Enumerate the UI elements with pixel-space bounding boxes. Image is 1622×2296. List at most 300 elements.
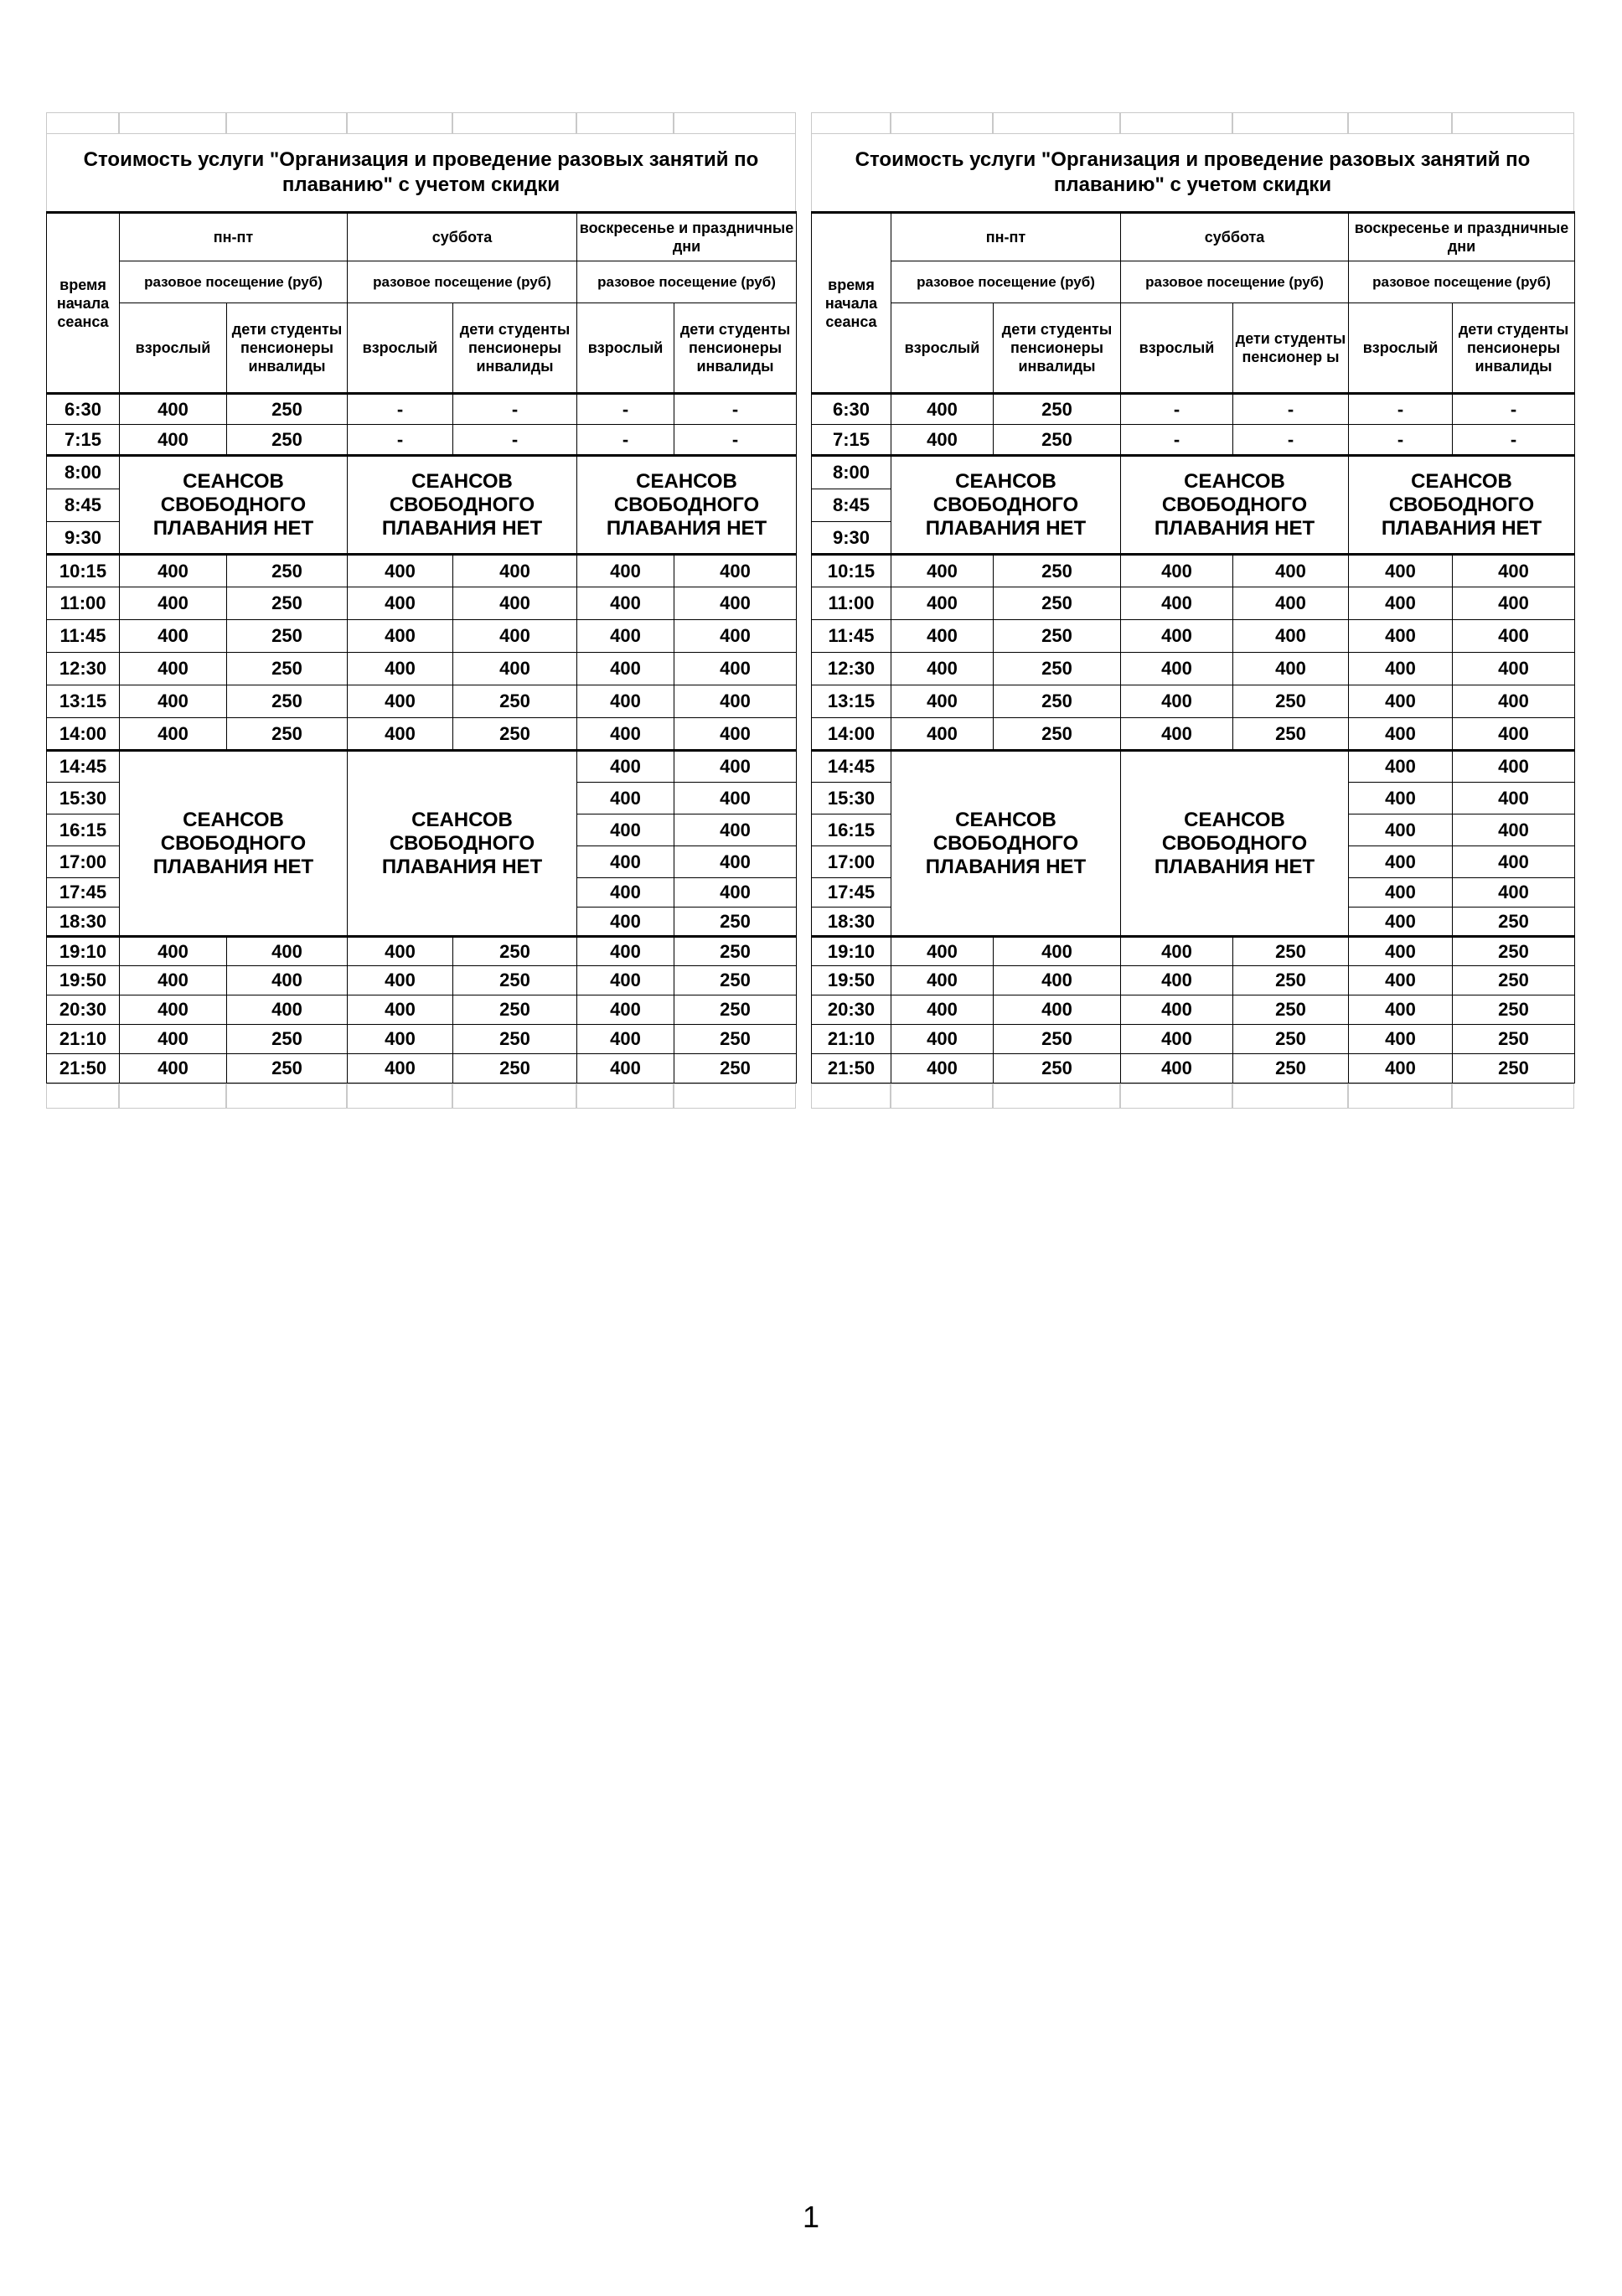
table-row <box>47 966 797 995</box>
price-cell: 400 <box>1233 653 1349 685</box>
price-cell: - <box>674 425 797 456</box>
price-cell: 400 <box>348 555 453 587</box>
table-row <box>812 995 1575 1025</box>
price-cell: 400 <box>577 620 674 653</box>
price-cell: 250 <box>994 555 1121 587</box>
table-row <box>812 718 1575 751</box>
price-cell: 250 <box>1453 966 1575 995</box>
visit-header: разовое посещение (руб) <box>891 261 1121 303</box>
time-header: время начала сеанса <box>812 213 891 394</box>
price-cell: 400 <box>1349 653 1453 685</box>
price-cell: 250 <box>994 685 1121 718</box>
price-cell: - <box>348 394 453 425</box>
price-cell: 250 <box>227 685 348 718</box>
price-cell: 400 <box>1121 653 1233 685</box>
price-cell: 400 <box>674 814 797 846</box>
price-cell: 400 <box>891 425 994 456</box>
price-cell: 400 <box>577 937 674 966</box>
price-cell: 250 <box>453 685 577 718</box>
price-cell: 400 <box>1121 620 1233 653</box>
no-sessions-note: СЕАНСОВ СВОБОДНОГО ПЛАВАНИЯ НЕТ <box>891 751 1121 937</box>
price-cell: - <box>577 425 674 456</box>
table-row <box>47 995 797 1025</box>
table-row <box>47 1025 797 1054</box>
session-time: 16:15 <box>47 814 120 846</box>
price-cell: 400 <box>120 394 227 425</box>
price-cell: 400 <box>1349 783 1453 814</box>
price-cell: 250 <box>674 995 797 1025</box>
table-row <box>47 394 797 425</box>
price-cell: 400 <box>1121 718 1233 751</box>
price-cell: 400 <box>674 783 797 814</box>
table-row <box>47 425 797 456</box>
table-row <box>47 620 797 653</box>
price-cell: 400 <box>994 937 1121 966</box>
session-time: 15:30 <box>47 783 120 814</box>
price-cell: 400 <box>891 1025 994 1054</box>
price-cell: 250 <box>227 653 348 685</box>
visit-header: разовое посещение (руб) <box>120 261 348 303</box>
adult-header: взрослый <box>348 303 453 394</box>
price-cell: - <box>1121 425 1233 456</box>
price-cell: 250 <box>453 937 577 966</box>
price-cell: 400 <box>120 966 227 995</box>
price-cell: 400 <box>674 751 797 783</box>
session-time: 17:45 <box>47 878 120 908</box>
reduced-header: дети студенты пенсионеры инвалиды <box>227 303 348 394</box>
price-cell: 400 <box>1121 1025 1233 1054</box>
price-cell: 400 <box>453 620 577 653</box>
price-cell: 400 <box>891 653 994 685</box>
price-cell: 400 <box>120 555 227 587</box>
session-time: 17:45 <box>812 878 891 908</box>
price-cell: 400 <box>577 685 674 718</box>
visit-header: разовое посещение (руб) <box>1121 261 1349 303</box>
price-cell: - <box>1349 425 1453 456</box>
price-cell: 400 <box>674 653 797 685</box>
no-sessions-note: СЕАНСОВ СВОБОДНОГО ПЛАВАНИЯ НЕТ <box>348 751 577 937</box>
price-cell: 250 <box>1233 966 1349 995</box>
price-cell: 250 <box>994 587 1121 620</box>
price-cell: 400 <box>1453 587 1575 620</box>
adult-header: взрослый <box>1349 303 1453 394</box>
price-cell: 400 <box>577 846 674 878</box>
session-time: 21:10 <box>47 1025 120 1054</box>
grid-strip-top <box>811 112 1575 134</box>
price-cell: 400 <box>1233 587 1349 620</box>
table-row <box>812 1054 1575 1083</box>
reduced-header: дети студенты пенсионер ы <box>1233 303 1349 394</box>
price-cell: 400 <box>577 1025 674 1054</box>
price-cell: 250 <box>674 966 797 995</box>
price-cell: 250 <box>674 908 797 937</box>
no-sessions-note: СЕАНСОВ СВОБОДНОГО ПЛАВАНИЯ НЕТ <box>1121 456 1349 555</box>
price-cell: 400 <box>348 587 453 620</box>
price-cell: 400 <box>1121 587 1233 620</box>
price-cell: 400 <box>891 685 994 718</box>
price-cell: 400 <box>994 966 1121 995</box>
price-cell: 400 <box>348 937 453 966</box>
price-cell: - <box>1233 425 1349 456</box>
session-time: 6:30 <box>812 394 891 425</box>
price-cell: 400 <box>1121 555 1233 587</box>
table-row <box>812 587 1575 620</box>
price-cell: 400 <box>453 653 577 685</box>
price-cell: 250 <box>1233 937 1349 966</box>
price-cell: 400 <box>120 995 227 1025</box>
price-cell: 400 <box>1349 995 1453 1025</box>
price-cell: 250 <box>227 718 348 751</box>
price-cell: 400 <box>120 1025 227 1054</box>
price-cell: - <box>453 394 577 425</box>
day-header-sunday: воскресенье и праздничные дни <box>577 213 797 261</box>
price-cell: 400 <box>120 587 227 620</box>
price-cell: 400 <box>1453 751 1575 783</box>
session-time: 8:45 <box>47 489 120 522</box>
price-cell: 400 <box>120 620 227 653</box>
session-time: 13:15 <box>47 685 120 718</box>
no-sessions-note: СЕАНСОВ СВОБОДНОГО ПЛАВАНИЯ НЕТ <box>120 751 348 937</box>
session-time: 6:30 <box>47 394 120 425</box>
session-time: 11:45 <box>812 620 891 653</box>
price-cell: 400 <box>1233 555 1349 587</box>
price-cell: 400 <box>577 1054 674 1083</box>
table-row <box>812 425 1575 456</box>
session-time: 21:10 <box>812 1025 891 1054</box>
price-cell: 250 <box>1453 937 1575 966</box>
grid-strip-bottom <box>46 1083 797 1109</box>
grid-strip-top <box>46 112 797 134</box>
price-cell: 400 <box>1453 783 1575 814</box>
price-cell: 250 <box>453 1054 577 1083</box>
session-time: 11:00 <box>812 587 891 620</box>
price-cell: 400 <box>891 620 994 653</box>
table-row <box>47 653 797 685</box>
price-cell: 400 <box>577 587 674 620</box>
no-sessions-note: СЕАНСОВ СВОБОДНОГО ПЛАВАНИЯ НЕТ <box>120 456 348 555</box>
table-row <box>812 937 1575 966</box>
price-sheet-left <box>46 0 797 1109</box>
price-cell: 400 <box>1349 751 1453 783</box>
price-sheet-right <box>811 0 1575 1109</box>
sheet-title: Стоимость услуги "Организация и проведение разовых занятий по плаванию" с учетом скидки <box>46 134 796 211</box>
day-header-sunday: воскресенье и праздничные дни <box>1349 213 1575 261</box>
reduced-header: дети студенты пенсионеры инвалиды <box>994 303 1121 394</box>
table-row <box>812 685 1575 718</box>
session-time: 14:00 <box>47 718 120 751</box>
session-time: 18:30 <box>47 908 120 937</box>
price-cell: 400 <box>1349 937 1453 966</box>
session-time: 13:15 <box>812 685 891 718</box>
price-cell: 400 <box>891 555 994 587</box>
no-sessions-note: СЕАНСОВ СВОБОДНОГО ПЛАВАНИЯ НЕТ <box>348 456 577 555</box>
price-cell: 400 <box>577 653 674 685</box>
table-row <box>47 1054 797 1083</box>
price-cell: 400 <box>348 1025 453 1054</box>
table-row <box>812 555 1575 587</box>
session-time: 12:30 <box>812 653 891 685</box>
price-cell: 400 <box>1349 814 1453 846</box>
price-cell: 250 <box>994 394 1121 425</box>
price-cell: 400 <box>1233 620 1349 653</box>
price-cell: 400 <box>120 685 227 718</box>
price-cell: - <box>674 394 797 425</box>
price-cell: 400 <box>1349 718 1453 751</box>
price-cell: 400 <box>577 878 674 908</box>
price-cell: 250 <box>674 937 797 966</box>
price-cell: 400 <box>1121 1054 1233 1083</box>
session-time: 7:15 <box>47 425 120 456</box>
session-time: 14:45 <box>47 751 120 783</box>
price-cell: 250 <box>227 587 348 620</box>
price-cell: 400 <box>577 555 674 587</box>
table-row <box>812 394 1575 425</box>
price-cell: 400 <box>1453 685 1575 718</box>
no-sessions-note: СЕАНСОВ СВОБОДНОГО ПЛАВАНИЯ НЕТ <box>891 456 1121 555</box>
price-cell: 250 <box>453 1025 577 1054</box>
price-cell: 400 <box>1453 878 1575 908</box>
session-time: 17:00 <box>812 846 891 878</box>
day-header-saturday: суббота <box>348 213 577 261</box>
no-sessions-note: СЕАНСОВ СВОБОДНОГО ПЛАВАНИЯ НЕТ <box>1349 456 1575 555</box>
visit-header: разовое посещение (руб) <box>577 261 797 303</box>
price-cell: 400 <box>1349 846 1453 878</box>
price-cell: 400 <box>674 718 797 751</box>
visit-header: разовое посещение (руб) <box>348 261 577 303</box>
price-cell: 250 <box>1233 1054 1349 1083</box>
price-cell: 400 <box>577 783 674 814</box>
table-row <box>812 456 1575 489</box>
price-cell: 400 <box>891 966 994 995</box>
price-cell: 400 <box>227 966 348 995</box>
table-row <box>47 718 797 751</box>
price-cell: 400 <box>227 937 348 966</box>
session-time: 12:30 <box>47 653 120 685</box>
price-cell: 250 <box>994 653 1121 685</box>
price-cell: 400 <box>1349 620 1453 653</box>
page-number: 1 <box>802 2200 820 2234</box>
price-cell: 250 <box>453 995 577 1025</box>
price-cell: 250 <box>1453 1025 1575 1054</box>
adult-header: взрослый <box>120 303 227 394</box>
price-cell: 400 <box>453 587 577 620</box>
table-row <box>812 653 1575 685</box>
session-time: 21:50 <box>812 1054 891 1083</box>
price-cell: 400 <box>891 718 994 751</box>
price-cell: 400 <box>1453 555 1575 587</box>
price-cell: - <box>453 425 577 456</box>
session-time: 19:50 <box>812 966 891 995</box>
price-cell: 400 <box>577 814 674 846</box>
session-time: 14:00 <box>812 718 891 751</box>
price-cell: 400 <box>577 718 674 751</box>
day-header-saturday: суббота <box>1121 213 1349 261</box>
session-time: 8:00 <box>812 456 891 489</box>
price-cell: 400 <box>1349 587 1453 620</box>
price-cell: 250 <box>994 620 1121 653</box>
price-cell: 250 <box>453 718 577 751</box>
price-cell: 400 <box>1453 653 1575 685</box>
price-cell: 250 <box>994 718 1121 751</box>
price-cell: 400 <box>1121 966 1233 995</box>
session-time: 19:10 <box>812 937 891 966</box>
reduced-header: дети студенты пенсионеры инвалиды <box>453 303 577 394</box>
price-cell: 400 <box>120 653 227 685</box>
price-cell: 400 <box>1453 846 1575 878</box>
adult-header: взрослый <box>577 303 674 394</box>
adult-header: взрослый <box>891 303 994 394</box>
price-cell: 400 <box>994 995 1121 1025</box>
price-cell: 400 <box>1121 685 1233 718</box>
price-cell: 250 <box>227 1025 348 1054</box>
price-cell: 400 <box>674 846 797 878</box>
session-time: 17:00 <box>47 846 120 878</box>
price-cell: 400 <box>348 685 453 718</box>
day-header-weekdays: пн-пт <box>120 213 348 261</box>
table-row <box>47 685 797 718</box>
table-row <box>47 555 797 587</box>
price-cell: 250 <box>1233 685 1349 718</box>
price-cell: 250 <box>1453 995 1575 1025</box>
price-cell: 400 <box>674 587 797 620</box>
table-row <box>812 1025 1575 1054</box>
price-cell: 400 <box>674 685 797 718</box>
price-cell: 400 <box>674 555 797 587</box>
no-sessions-note: СЕАНСОВ СВОБОДНОГО ПЛАВАНИЯ НЕТ <box>1121 751 1349 937</box>
price-cell: 400 <box>891 1054 994 1083</box>
price-cell: - <box>1233 394 1349 425</box>
price-cell: 400 <box>120 425 227 456</box>
price-cell: 400 <box>1121 937 1233 966</box>
no-sessions-note: СЕАНСОВ СВОБОДНОГО ПЛАВАНИЯ НЕТ <box>577 456 797 555</box>
session-time: 19:50 <box>47 966 120 995</box>
price-cell: 400 <box>120 1054 227 1083</box>
table-row <box>812 966 1575 995</box>
price-cell: 400 <box>348 653 453 685</box>
session-time: 9:30 <box>47 522 120 555</box>
table-row <box>47 751 797 783</box>
price-cell: 400 <box>1453 620 1575 653</box>
session-time: 8:45 <box>812 489 891 522</box>
price-cell: 250 <box>227 555 348 587</box>
price-cell: 250 <box>674 1025 797 1054</box>
price-cell: 250 <box>994 1054 1121 1083</box>
day-header-weekdays: пн-пт <box>891 213 1121 261</box>
price-cell: - <box>1349 394 1453 425</box>
price-cell: 250 <box>994 1025 1121 1054</box>
price-cell: 400 <box>1121 995 1233 1025</box>
time-header: время начала сеанса <box>47 213 120 394</box>
session-time: 9:30 <box>812 522 891 555</box>
price-cell: 250 <box>1453 1054 1575 1083</box>
sheet-title: Стоимость услуги "Организация и проведение разовых занятий по плаванию" с учетом скидки <box>811 134 1574 211</box>
session-time: 21:50 <box>47 1054 120 1083</box>
table-row <box>812 620 1575 653</box>
table-row <box>47 587 797 620</box>
session-time: 7:15 <box>812 425 891 456</box>
reduced-header: дети студенты пенсионеры инвалиды <box>1453 303 1575 394</box>
price-table <box>46 211 797 1083</box>
session-time: 20:30 <box>812 995 891 1025</box>
price-cell: 400 <box>891 937 994 966</box>
price-cell: 400 <box>1349 555 1453 587</box>
session-time: 16:15 <box>812 814 891 846</box>
price-cell: - <box>1453 425 1575 456</box>
price-cell: 400 <box>120 718 227 751</box>
price-cell: 400 <box>674 878 797 908</box>
price-cell: - <box>1121 394 1233 425</box>
price-cell: 250 <box>227 425 348 456</box>
table-row <box>47 456 797 489</box>
price-cell: 400 <box>1453 718 1575 751</box>
price-cell: 400 <box>348 718 453 751</box>
price-cell: 250 <box>227 1054 348 1083</box>
price-cell: 400 <box>577 966 674 995</box>
adult-header: взрослый <box>1121 303 1233 394</box>
price-cell: 400 <box>1349 878 1453 908</box>
price-cell: 250 <box>227 620 348 653</box>
visit-header: разовое посещение (руб) <box>1349 261 1575 303</box>
session-time: 20:30 <box>47 995 120 1025</box>
price-cell: - <box>348 425 453 456</box>
price-cell: 400 <box>577 908 674 937</box>
price-cell: 400 <box>120 937 227 966</box>
session-time: 14:45 <box>812 751 891 783</box>
price-cell: 400 <box>227 995 348 1025</box>
price-cell: 250 <box>1233 718 1349 751</box>
price-cell: 400 <box>348 1054 453 1083</box>
price-cell: 250 <box>453 966 577 995</box>
price-cell: 400 <box>1349 966 1453 995</box>
price-cell: 250 <box>1453 908 1575 937</box>
price-cell: - <box>1453 394 1575 425</box>
session-time: 11:45 <box>47 620 120 653</box>
session-time: 11:00 <box>47 587 120 620</box>
price-cell: 250 <box>227 394 348 425</box>
table-row <box>47 937 797 966</box>
price-cell: 250 <box>1233 1025 1349 1054</box>
price-cell: 400 <box>891 995 994 1025</box>
price-cell: 250 <box>994 425 1121 456</box>
session-time: 18:30 <box>812 908 891 937</box>
price-cell: 400 <box>577 995 674 1025</box>
price-cell: 400 <box>1349 685 1453 718</box>
session-time: 10:15 <box>812 555 891 587</box>
reduced-header: дети студенты пенсионеры инвалиды <box>674 303 797 394</box>
price-cell: 400 <box>348 620 453 653</box>
price-cell: 400 <box>348 995 453 1025</box>
price-cell: 400 <box>1453 814 1575 846</box>
price-cell: - <box>577 394 674 425</box>
price-cell: 400 <box>891 587 994 620</box>
price-table <box>811 211 1575 1083</box>
price-cell: 400 <box>1349 1054 1453 1083</box>
price-cell: 400 <box>577 751 674 783</box>
table-row <box>812 751 1575 783</box>
price-cell: 250 <box>1233 995 1349 1025</box>
price-cell: 400 <box>453 555 577 587</box>
session-time: 8:00 <box>47 456 120 489</box>
session-time: 10:15 <box>47 555 120 587</box>
price-cell: 250 <box>674 1054 797 1083</box>
price-cell: 400 <box>348 966 453 995</box>
grid-strip-bottom <box>811 1083 1575 1109</box>
session-time: 19:10 <box>47 937 120 966</box>
session-time: 15:30 <box>812 783 891 814</box>
price-cell: 400 <box>1349 1025 1453 1054</box>
price-cell: 400 <box>1349 908 1453 937</box>
price-cell: 400 <box>674 620 797 653</box>
